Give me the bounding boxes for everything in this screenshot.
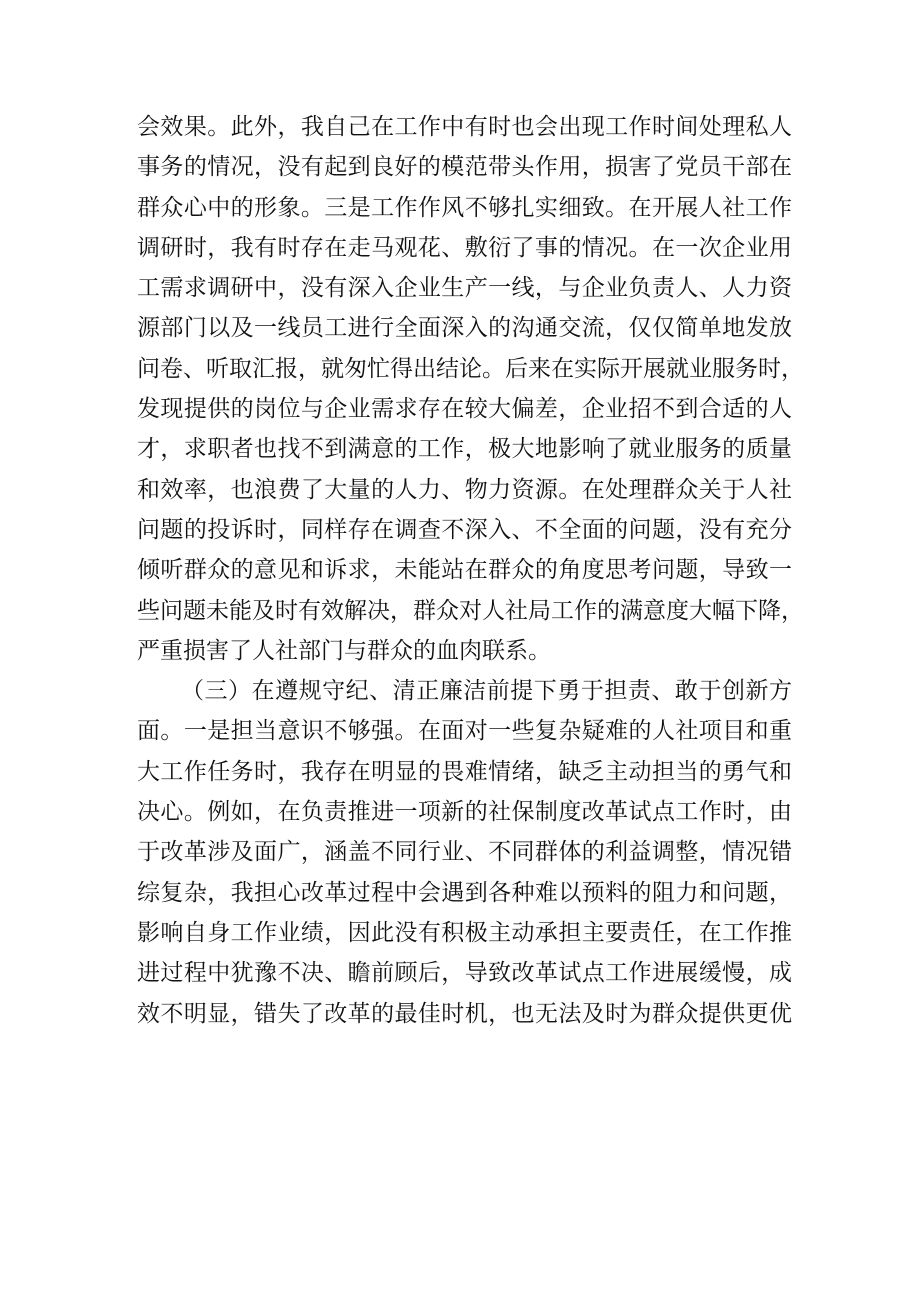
text-line: 会效果。此外，我自己在工作中有时也会出现工作时间处理私人: [137, 114, 792, 140]
text-line: 和效率，也浪费了大量的人力、物力资源。在处理群众关于人社: [137, 476, 792, 503]
text-line: 决心。例如，在负责推进一项新的社保制度改革试点工作时，由: [137, 799, 792, 826]
text-line: 倾听群众的意见和诉求，未能站在群众的角度思考问题，导致一: [137, 557, 792, 584]
text-line: 综复杂，我担心改革过程中会遇到各种难以预料的阻力和问题，: [137, 879, 792, 906]
text-line: 事务的情况，没有起到良好的模范带头作用，损害了党员干部在: [137, 154, 792, 181]
text-line: 工需求调研中，没有深入企业生产一线，与企业负责人、人力资: [137, 275, 792, 302]
text-line: 源部门以及一线员工进行全面深入的沟通交流，仅仅简单地发放: [137, 315, 792, 342]
text-line: 效不明显，错失了改革的最佳时机，也无法及时为群众提供更优: [137, 1000, 792, 1027]
text-line: 调研时，我有时存在走马观花、敷衍了事的情况。在一次企业用: [137, 234, 792, 261]
text-line: 问题的投诉时，同样存在调查不深入、不全面的问题，没有充分: [137, 516, 792, 543]
text-line: 大工作任务时，我存在明显的畏难情绪，缺乏主动担当的勇气和: [137, 758, 792, 785]
body-text: [137, 107, 804, 1034]
text-line: 问卷、听取汇报，就匆忙得出结论。后来在实际开展就业服务时，: [137, 355, 804, 382]
text-line: 群众心中的形象。三是工作作风不够扎实细致。在开展人社工作: [137, 194, 792, 221]
text-line: 影响自身工作业绩，因此没有积极主动承担主要责任，在工作推: [137, 919, 792, 946]
section-heading-line: （三）在遵规守纪、清正廉洁前提下勇于担责、敢于创新方: [181, 678, 792, 705]
text-line: 进过程中犹豫不决、瞻前顾后，导致改革试点工作进展缓慢，成: [137, 960, 792, 987]
text-line: 面。一是担当意识不够强。在面对一些复杂疑难的人社项目和重: [137, 718, 792, 745]
text-line: 于改革涉及面广，涵盖不同行业、不同群体的利益调整，情况错: [137, 839, 792, 866]
text-line: 才，求职者也找不到满意的工作，极大地影响了就业服务的质量: [137, 436, 792, 463]
text-line: 些问题未能及时有效解决，群众对人社局工作的满意度大幅下降，: [137, 597, 804, 624]
text-line: 发现提供的岗位与企业需求存在较大偏差，企业招不到合适的人: [137, 396, 792, 423]
paragraph-end-line: 严重损害了人社部门与群众的血肉联系。: [137, 637, 551, 664]
